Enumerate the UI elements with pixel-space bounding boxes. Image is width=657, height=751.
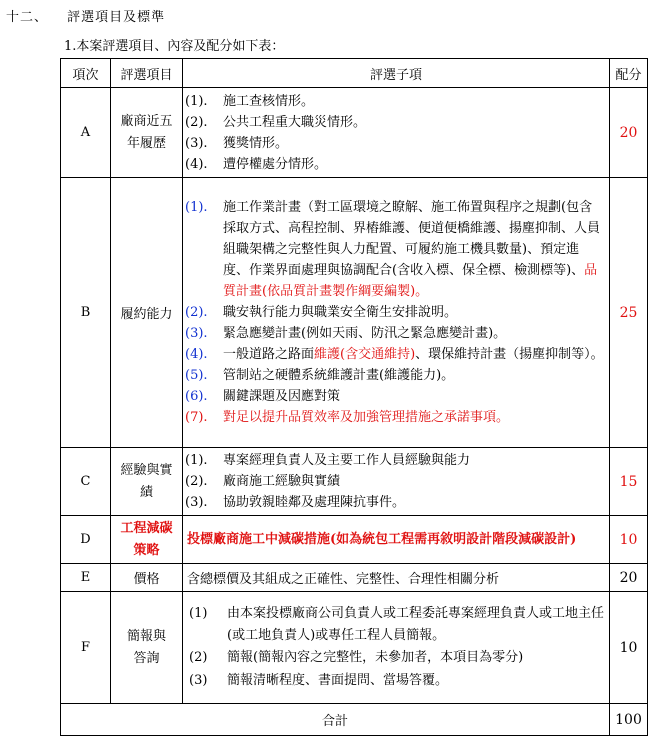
row-id: B [61, 178, 111, 448]
table-header-row [61, 59, 648, 88]
table-row [61, 178, 648, 448]
table-row [61, 564, 648, 592]
subitem: (4). 一般道路之路面維護(含交通維持)、環保維持計畫（揚塵抑制等）。 [185, 347, 604, 362]
row-item: 廠商近五年履歷 [111, 88, 183, 178]
table-row [61, 592, 648, 704]
subitem: (2) 簡報(簡報內容之完整性，未參加者，本項目為零分) [189, 649, 524, 665]
row-score: 20 [610, 564, 648, 592]
row-subitems [183, 448, 610, 516]
header-subitems: 評選子項 [183, 59, 610, 88]
row-id: A [61, 88, 111, 178]
subitem: (6). 關鍵課題及因應對策 [185, 389, 341, 404]
subitem: (7). 對足以提升品質效率及加強管理措施之承諾事項。 [185, 410, 510, 425]
row-subitems [183, 592, 610, 704]
row-item: 價格 [111, 564, 183, 592]
row-subitems [183, 88, 610, 178]
subitem: (3). 獲獎情形。 [185, 135, 289, 151]
subitem: (2). 廠商施工經驗與實績 [185, 474, 341, 489]
header-item: 評選項目 [111, 59, 183, 88]
total-row [61, 704, 648, 736]
header-index: 項次 [61, 59, 111, 88]
subitem: (3). 協助敦親睦鄰及處理陳抗事件。 [185, 495, 406, 510]
total-label: 合計 [61, 704, 610, 736]
row-id: F [61, 592, 111, 704]
section-number: 十二、 [6, 10, 49, 25]
evaluation-table [60, 58, 648, 736]
subitem: (1). 施工查核情形。 [185, 93, 315, 109]
row-subitems: 投標廠商施工中減碳措施(如為統包工程需再敘明設計階段減碳設計) [183, 516, 610, 564]
row-item: 簡報與答詢 [111, 592, 183, 704]
row-score: 20 [610, 88, 648, 178]
subitem: (5). 管制站之硬體系統維護計畫(維護能力)。 [185, 368, 455, 383]
row-item: 履約能力 [111, 178, 183, 448]
subitem: (4). 遭停權處分情形。 [185, 156, 328, 172]
row-subitems: 含總標價及其組成之正確性、完整性、合理性相關分析 [183, 564, 610, 592]
row-score: 15 [610, 448, 648, 516]
table-row [61, 448, 648, 516]
subitem: (2). 職安執行能力與職業安全衛生安排說明。 [185, 305, 458, 320]
subitem: (1) 由本案投標廠商公司負責人或工程委託專案經理負責人或工地主任(或工地負責人)或專任工程人員簡報。 [189, 605, 605, 643]
row-item: 經驗與實績 [111, 448, 183, 516]
row-score: 25 [610, 178, 648, 448]
subitem: (3) 簡報清晰程度、書面提問、當場答覆。 [189, 672, 449, 688]
row-subitems [183, 178, 610, 448]
header-score: 配分 [610, 59, 648, 88]
subitem: (3). 緊急應變計畫(例如天雨、防汛之緊急應變計畫)。 [185, 326, 507, 341]
row-id: C [61, 448, 111, 516]
subitem: (2). 公共工程重大職災情形。 [185, 114, 367, 130]
row-item: 工程減碳策略 [111, 516, 183, 564]
section-heading [6, 6, 165, 25]
subitem: (1). 施工作業計畫（對工區環境之瞭解、施工佈置與程序之規劃(包含採取方式、高程控制、界樁維護、便道便橋維護、揚塵抑制、人員組職架構之完整性與人力配置、可履約施工機具數量)、預定進度、作業界面處理與協調配合(含收入標、保全標、檢測標等)、品質計畫(依品質計畫製作綱要編製)。 [185, 200, 601, 299]
section-title: 評選項目及標準 [67, 10, 166, 25]
table-row [61, 88, 648, 178]
total-score: 100 [610, 704, 648, 736]
row-id: E [61, 564, 111, 592]
subitem: (1). 專案經理負責人及主要工作人員經驗與能力 [185, 453, 471, 468]
row-score: 10 [610, 592, 648, 704]
table-row [61, 516, 648, 564]
row-score: 10 [610, 516, 648, 564]
row-id: D [61, 516, 111, 564]
intro-text: 1.本案評選項目、內容及配分如下表： [64, 39, 285, 54]
